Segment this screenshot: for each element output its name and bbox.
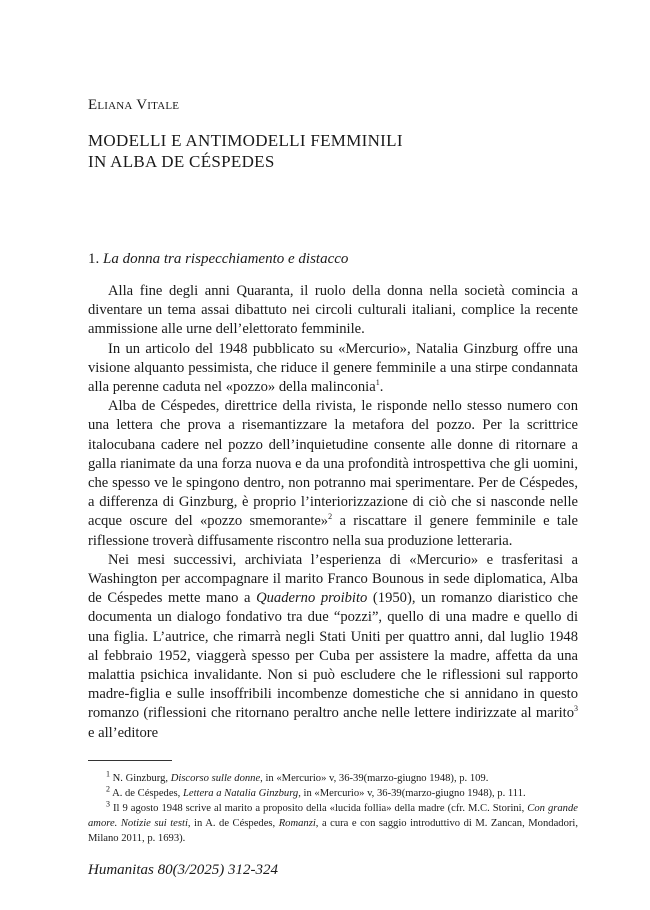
footnote-ref-2: 2 <box>328 512 333 522</box>
article-title <box>88 130 403 172</box>
footnote-ref-1: 1 <box>375 378 380 388</box>
paragraph-2 <box>88 340 578 398</box>
paragraph-1: Alla fine degli anni Quaranta, il ruolo della donna nella società comincia a diventare un tema assai dibattuto nei circoli culturali italiani, complice la recente ammissione alle urne dell’elettorato femminile. <box>88 283 578 338</box>
title-line-1: MODELLI E ANTIMODELLI FEMMINILI <box>88 131 403 150</box>
title-line-2: IN ALBA DE CÉSPEDES <box>88 152 275 171</box>
footnote-text: N. Ginzburg, <box>110 773 171 784</box>
footnote-italic: Discorso sulle donne <box>170 773 261 784</box>
footnote-divider <box>88 760 172 761</box>
footnote-text: Il 9 agosto 1948 scrive al marito a proposito della «lucida follia» della madre (cfr. M.C. Storini, <box>110 803 528 814</box>
footnote-text: , a cura e con saggio introduttivo di M. Zancan, Mondadori, Milano 2011, p. 1693). <box>88 818 578 844</box>
footnote-number: 3 <box>106 799 110 809</box>
footnote-number: 2 <box>106 784 110 794</box>
footnotes <box>88 771 578 846</box>
paragraph-4-text: Nei mesi successivi, archiviata l’esperienza di «Mercurio» e trasferitasi a Washington per accompagnare il marito Franco Bounous in sede diplomatica, Alba de Céspedes mette mano a <box>88 551 578 607</box>
paragraph-2-end: . <box>379 379 384 396</box>
paragraph-3-text: Alba de Céspedes, direttrice della rivista, le risponde nello stesso numero con una lettera che prova a risemantizzare la metafora del pozzo. Per la scrittrice italocubana cadere nel pozzo dell’inquietudine consente alle donne di ritornare a galla rianimate da una forza nuova e da una profondità introspettiva che gli uomini, che spesso ve le spingono dentro, non potranno mai sperimentare. Per de Céspedes, a differenza di Ginzburg, è proprio l’interiorizzazione di ciò che si nasconde nelle acque oscure del «pozzo smemorante» <box>88 398 578 530</box>
section-title: La donna tra rispecchiamento e distacco <box>103 251 349 267</box>
author-name: Eliana Vitale <box>88 97 180 113</box>
paragraph-4 <box>88 551 578 743</box>
footnote-text: , in A. de Céspedes, <box>187 818 279 829</box>
section-heading <box>88 251 348 268</box>
paragraph-4-middle: (1950), un romanzo diaristico che documenta un dialogo fondativo tra due “pozzi”, quello di una madre e quello di una figlia. L’autrice, che rimarrà negli Stati Uniti per quattro anni, dal luglio 1948 al febbraio 1952, viaggerà spesso per Cuba per assistere la madre, affetta da una malattia psichica invalidante. Non si può escludere che le riflessioni sul rapporto madre-figlia e sulle insoffribili incombenze domestiche che si annidano in questo romanzo (riflessioni che ritornano peraltro anche nelle lettere indirizzate al marito <box>88 590 578 722</box>
book-title: Quaderno proibito <box>256 590 368 607</box>
article-body <box>88 282 578 743</box>
footnote-text: , in «Mercurio» v, 36-39(marzo-giugno 1948), p. 109. <box>260 773 489 784</box>
journal-citation: Humanitas 80(3/2025) 312-324 <box>88 862 278 878</box>
footnote-italic: Lettera a Natalia Ginzburg <box>182 788 299 799</box>
section-number: 1. <box>88 251 100 267</box>
paragraph-4-end: e all’editore <box>88 724 159 741</box>
paragraph-2-text: In un articolo del 1948 pubblicato su «Mercurio», Natalia Ginzburg offre una visione alquanto pessimista, che riduce il genere femminile a una stirpe condannata alla perenne caduta nel «pozzo» della malinconia <box>88 340 578 396</box>
footnote-text: , in «Mercurio» v, 36-39(marzo-giugno 1948), p. 111. <box>298 788 526 799</box>
footnote-ref-3: 3 <box>574 704 578 714</box>
footnote-3 <box>88 801 578 846</box>
footnote-2 <box>88 786 578 801</box>
paragraph-3 <box>88 397 578 551</box>
footnote-number: 1 <box>106 769 110 779</box>
footnote-italic: Con grande amore. Notizie sui testi <box>88 803 578 829</box>
footnote-text: A. de Céspedes, <box>110 788 183 799</box>
footnote-1 <box>88 771 578 786</box>
footnote-italic: Romanzi <box>278 818 316 829</box>
paragraph-3-end: a riscattare il genere femminile e tale riflessione troverà diffusamente riscontro nella sua produzione letteraria. <box>88 513 578 549</box>
